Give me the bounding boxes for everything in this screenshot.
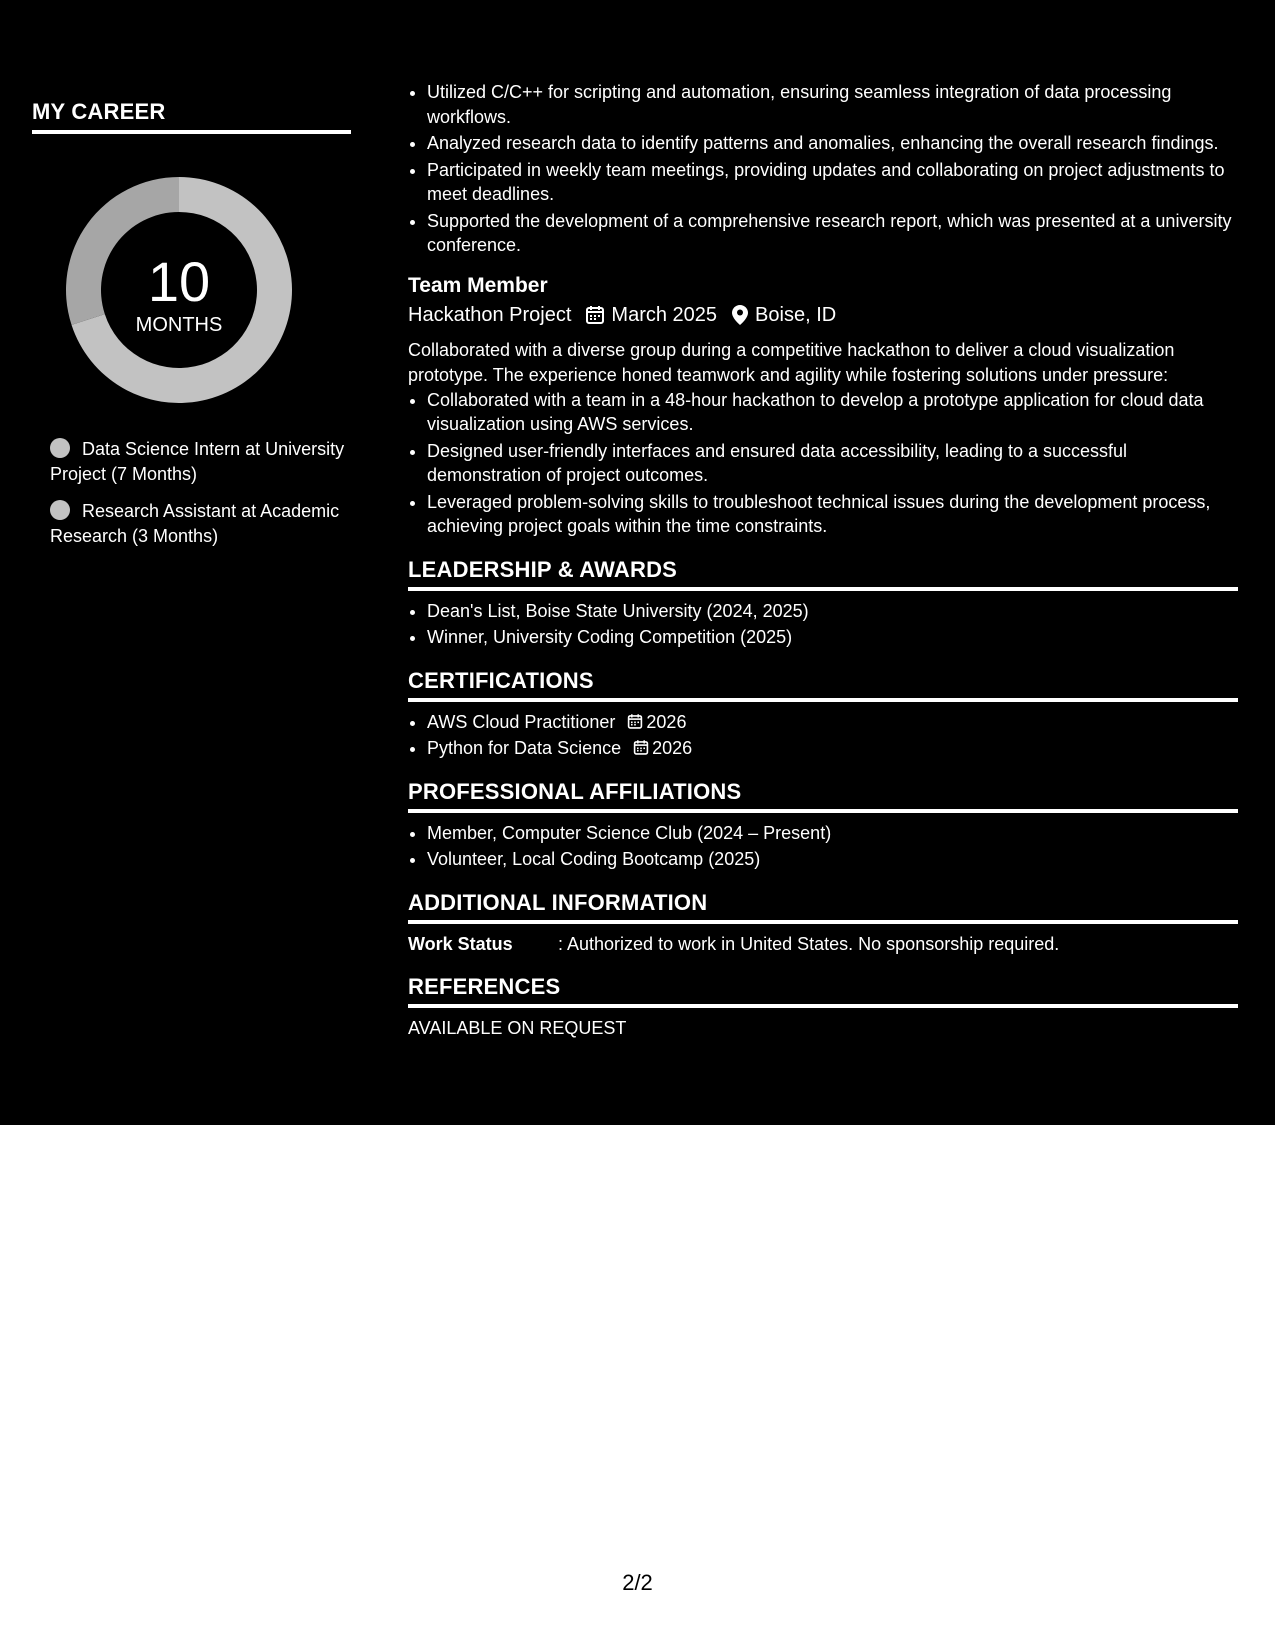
page-number: 2/2 bbox=[622, 1570, 653, 1595]
certifications-heading: CERTIFICATIONS bbox=[408, 667, 1238, 702]
career-item bbox=[50, 499, 350, 549]
job-org: Hackathon Project bbox=[408, 303, 572, 326]
cert-year: 2026 bbox=[652, 738, 693, 758]
job-title: Team Member bbox=[408, 273, 548, 297]
list-item: • Participated in weekly team meetings, providing updates and collaborating on project adjustments to meet deadlines. bbox=[427, 158, 1238, 207]
career-item-label: Research Assistant at Academic Research (3 Months) bbox=[50, 501, 340, 546]
list-item: • Utilized C/C++ for scripting and automation, ensuring seamless integration of data processing workflows. bbox=[427, 80, 1238, 129]
sidebar bbox=[0, 0, 382, 1125]
references-heading: REFERENCES bbox=[408, 973, 1238, 1008]
location-pin-icon bbox=[731, 304, 749, 326]
career-list bbox=[50, 437, 350, 561]
work-status-value: : Authorized to work in United States. No sponsorship required. bbox=[558, 933, 1060, 954]
career-donut-chart bbox=[66, 177, 292, 403]
job-description: Collaborated with a diverse group during a competitive hackathon to deliver a cloud visualization prototype. The experience honed teamwork and agility while fostering solutions under pressure: bbox=[408, 339, 1175, 385]
cert-name: AWS Cloud Practitioner bbox=[427, 711, 616, 732]
career-heading: MY CAREER bbox=[32, 99, 351, 134]
list-item: • Volunteer, Local Coding Bootcamp (2025) bbox=[427, 847, 1238, 872]
list-item: • Member, Computer Science Club (2024 – Present) bbox=[427, 821, 1238, 846]
affiliations-list bbox=[408, 821, 1238, 872]
job-date: March 2025 bbox=[611, 303, 718, 326]
additional-info-heading: ADDITIONAL INFORMATION bbox=[408, 889, 1238, 924]
list-item bbox=[427, 736, 1238, 761]
donut-total-unit: MONTHS bbox=[135, 314, 223, 336]
job-location: Boise, ID bbox=[755, 303, 837, 326]
references-text: AVAILABLE ON REQUEST bbox=[408, 1017, 627, 1038]
calendar-icon bbox=[633, 739, 649, 756]
leadership-list bbox=[408, 599, 1238, 650]
cert-year: 2026 bbox=[646, 711, 687, 732]
list-item: • Winner, University Coding Competition (2025) bbox=[427, 625, 1238, 650]
career-dot-icon bbox=[50, 438, 70, 458]
job-bullets bbox=[408, 388, 1238, 539]
list-item: • Analyzed research data to identify patterns and anomalies, enhancing the overall research findings. bbox=[427, 131, 1238, 156]
work-status-row bbox=[408, 932, 1238, 956]
cert-name: Python for Data Science bbox=[427, 738, 622, 758]
list-item: • Supported the development of a comprehensive research report, which was presented at a university conference. bbox=[427, 209, 1238, 258]
career-item-label: Data Science Intern at University Project (7 Months) bbox=[50, 439, 345, 484]
list-item: • Designed user-friendly interfaces and ensured data accessibility, leading to a successful demonstration of project outcomes. bbox=[427, 439, 1238, 488]
career-item bbox=[50, 437, 350, 487]
job-meta bbox=[408, 301, 1238, 329]
donut-total-value: 10 bbox=[147, 250, 211, 313]
prev-job-bullets bbox=[408, 80, 1238, 258]
list-item: • Leveraged problem-solving skills to troubleshoot technical issues during the development process, achieving project goals within the time constraints. bbox=[427, 490, 1238, 539]
leadership-heading: LEADERSHIP & AWARDS bbox=[408, 556, 1238, 591]
certifications-list bbox=[408, 710, 1238, 761]
work-status-label: Work Status bbox=[408, 933, 513, 954]
main-content bbox=[408, 80, 1238, 1040]
affiliations-heading: PROFESSIONAL AFFILIATIONS bbox=[408, 778, 1238, 813]
list-item bbox=[427, 710, 1238, 735]
career-dot-icon bbox=[50, 500, 70, 520]
calendar-icon bbox=[627, 713, 643, 730]
list-item: • Dean's List, Boise State University (2024, 2025) bbox=[427, 599, 1238, 624]
calendar-icon bbox=[585, 305, 605, 325]
list-item: • Collaborated with a team in a 48-hour hackathon to develop a prototype application for cloud data visualization using AWS services. bbox=[427, 388, 1238, 437]
